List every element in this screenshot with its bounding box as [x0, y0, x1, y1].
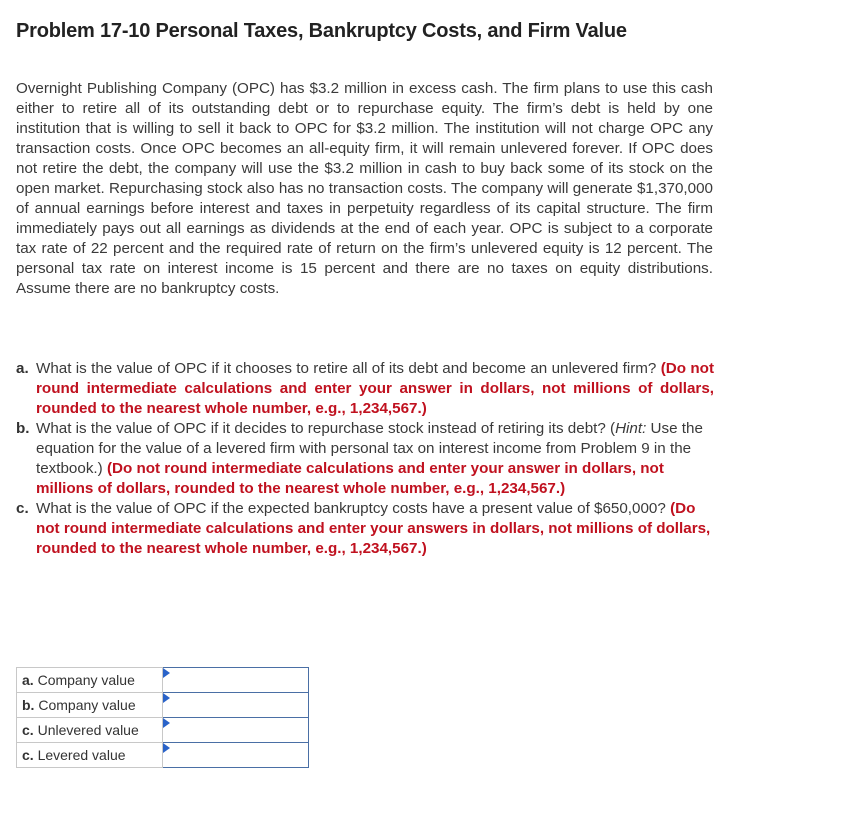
answer-cell: [163, 668, 309, 693]
question-body: [36, 359, 714, 419]
question-letter: b.: [16, 420, 30, 437]
answer-letter: b.: [22, 697, 35, 713]
unlevered-value-input[interactable]: [163, 718, 308, 742]
answer-label-text: Company value: [38, 697, 136, 713]
answer-label-text: Unlevered value: [37, 722, 139, 738]
question-letter: a.: [16, 360, 29, 377]
problem-statement: Overnight Publishing Company (OPC) has $3.2 million in excess cash. The firm plans to use this cash either to retire all of its outstanding debt or to repurchase equity. The firm’s debt is held by one institution that is willing to sell it back to OPC for $3.2 million. The institution will not charge OPC any transaction costs. Once OPC becomes an all-equity firm, it will remain unlevered forever. If OPC does not retire the debt, the company will use the $3.2 million in cash to buy back some of its stock on the open market. Repurchasing stock also has no transaction costs. The company will generate $1,370,000 of annual earnings before interest and taxes in perpetuity regardless of its capital structure. The firm immediately pays out all earnings as dividends at the end of each year. OPC is subject to a corporate tax rate of 22 percent and the required rate of return on the firm’s unlevered equity is 12 percent. The personal tax rate on interest income is 15 percent and there are no taxes on equity distributions. Assume there are no bankruptcy costs.: [16, 80, 713, 297]
question-instruction: (Do not round intermediate calculations and enter your answer in dollars, not millions of dollars, rounded to the nearest whole number, e.g., 1,234,567.): [36, 360, 714, 417]
answer-letter: c.: [22, 722, 34, 738]
levered-value-input[interactable]: [163, 743, 308, 767]
question-list: [16, 359, 714, 559]
answer-row: [17, 668, 309, 693]
company-value-a-input[interactable]: [163, 668, 308, 692]
question-text: What is the value of OPC if it decides to repurchase stock instead of retiring its debt? (: [36, 420, 616, 437]
answer-label: [17, 718, 163, 743]
answer-row: [17, 718, 309, 743]
answer-label-text: Levered value: [37, 747, 126, 763]
question-instruction: (Do not round intermediate calculations and enter your answers in dollars, not millions of dollars, rounded to the nearest whole number, e.g., 1,234,567.): [36, 500, 711, 557]
input-marker-icon: [163, 668, 170, 678]
input-marker-icon: [163, 718, 170, 728]
question-letter: c.: [16, 500, 29, 517]
question-body: [36, 419, 714, 499]
question-instruction: (Do not round intermediate calculations and enter your answer in dollars, not millions of dollars, rounded to the nearest whole number, e.g., 1,234,567.): [36, 460, 664, 497]
question-b: [16, 419, 714, 499]
question-body: [36, 499, 714, 559]
hint-label: Hint:: [615, 420, 647, 437]
problem-title: Problem 17-10 Personal Taxes, Bankruptcy Costs, and Firm Value: [16, 20, 627, 42]
answer-label: [17, 668, 163, 693]
input-marker-icon: [163, 693, 170, 703]
answer-label: [17, 743, 163, 768]
answer-table: [16, 667, 309, 768]
answer-cell: [163, 743, 309, 768]
answer-letter: c.: [22, 747, 34, 763]
answer-cell: [163, 693, 309, 718]
answer-label: [17, 693, 163, 718]
answer-letter: a.: [22, 672, 34, 688]
answer-cell: [163, 718, 309, 743]
answer-row: [17, 693, 309, 718]
hint-text: Use the equation for the value of a levered firm with personal tax on interest income from Problem 9 in the textbook.): [36, 420, 703, 477]
company-value-b-input[interactable]: [163, 693, 308, 717]
question-text: What is the value of OPC if it chooses to retire all of its debt and become an unlevered firm?: [36, 360, 657, 377]
answer-label-text: Company value: [37, 672, 135, 688]
question-c: [16, 499, 714, 559]
answer-row: [17, 743, 309, 768]
input-marker-icon: [163, 743, 170, 753]
question-text: What is the value of OPC if the expected bankruptcy costs have a present value of $650,000?: [36, 500, 666, 517]
question-a: [16, 359, 714, 419]
